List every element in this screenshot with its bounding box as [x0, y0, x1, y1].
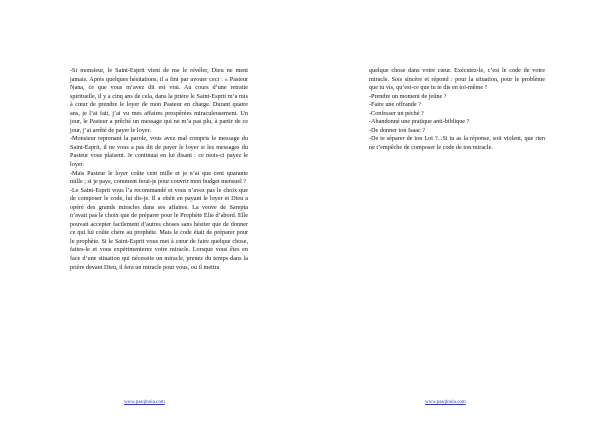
list-item: -Confesser un péché ? — [369, 109, 424, 117]
footer-link[interactable]: www.pasqlnola.com — [124, 400, 165, 405]
paragraph: -De te séparer de ton Lot ?...Si tu as la réponse, soit violent, que rien ne t’empêche de composer le code de ton miracle. — [369, 135, 545, 151]
list-item: -Prendre un moment de jeûne ? — [369, 92, 447, 100]
list-item: -Abandonné une pratique anti-biblique ? — [369, 118, 470, 126]
paragraph: -Monsieur reprenant la parole, vous avez mal compris le message du Saint-Esprit, il ne vous a pas dit de payer le loyer si les messages du Pasteur vous plaisent. Je continuai en lui disant : ce mois-ci payez le loyer. — [70, 135, 248, 169]
footer-link[interactable]: www.pasqlnola.com — [425, 400, 466, 405]
list-item: -De donner ton Isaac ? — [369, 126, 426, 134]
left-text-column — [70, 67, 248, 272]
list-item: -Faire une offrande ? — [369, 101, 421, 109]
right-text-column — [369, 67, 545, 152]
right-page — [300, 0, 600, 424]
paragraph: -Mais Pasteur le loyer coûte cent mille et je n’ai que cent quarante mille ; si je paye, comment ferai-je pour couvrir mon budget mensuel ? — [70, 169, 248, 186]
paragraph: quelque chose dans votre cœur. Exécutez-le, c’est le code de votre miracle. Sois sincère et répond : pour la situation, pour le problème que tu vis, qu’est-ce que tu te dis en toi-même ? — [369, 67, 545, 92]
paragraph: -Le Saint-Esprit vous l’a recommandé et vous n’avez pas le choix que de composer le code, lui dis-je. Il a obéit en payant le loyer et Dieu a opéré des grands miracles dans ses affaires. La veuve de Sarepta n’avait pas le choix que de préparer pour le Prophète Elie d’abord. Elle pouvait accepter facilement d’autres choses sans hésiter que de donner ce qui lui coûte chère au prophète. Mais le code était de préparer pour le prophète. Si le Saint-Esprit vous met à cœur de faire quelque chose, faites-le et vous expérimenterez votre miracle. Lorsque vous êtes en face d’une situation qui nécessite un miracle, prenez du temps dans la prière devant Dieu, il fera un miracle pour vous, ou il mettra — [70, 186, 248, 271]
paragraph: -Si monsieur, le Saint-Esprit vient de me le révéler, Dieu ne ment jamais. Après quelques hésitations, il a fini par avouer ceci : « Pasteur Nana, ce que vous m’avez dit est vrai. Au cours d’une retraite spirituelle, il y a cinq ans de cela, dans la prière le Saint-Esprit m’a mis à cœur de prendre le loyer de mon Pasteur en charge. Durant quatre ans, je l’ai fait, j’ai vu mes affaires prospérées miraculeusement. Un jour, le Pasteur a prêché un message qui ne m’a pas plu, à partir de ce jour, j’ai arrêté de payer le loyer. — [70, 67, 248, 134]
